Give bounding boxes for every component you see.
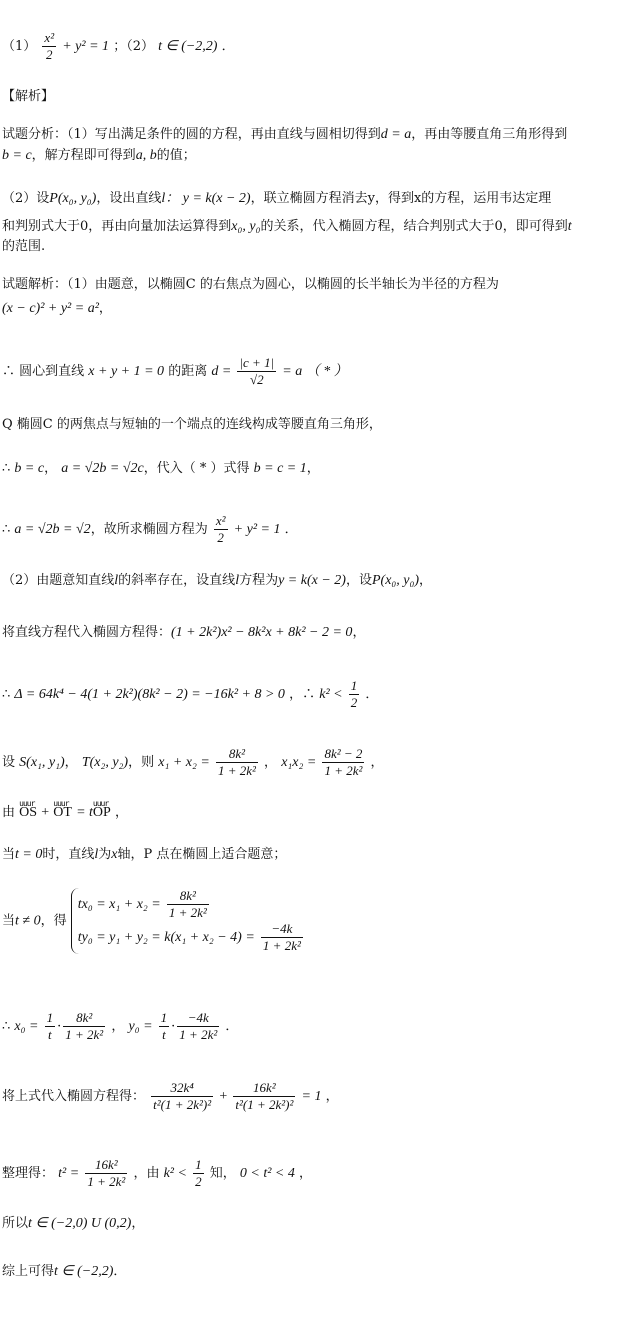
analysis-line-5: 的范围.: [2, 239, 46, 254]
solution-line-15: 将上式代入椭圆方程得： $\frac{\text{32k⁴}}{\text{t²(1 + 2k²)²}}$ + $\frac{\text{16k²}}{\text{t²(1 + 2k²)²}}$ = 1 ，: [2, 1080, 339, 1112]
answer-equation: + y² = 1: [62, 39, 110, 54]
solution-line-11: 由 uuur OS + uuur OT = tuuur OP ，: [2, 804, 128, 822]
vector-os: uuur OS: [19, 804, 37, 822]
solution-line-9: ∴ Δ = 64k⁴ − 4(1 + 2k²)(8k² − 2) = −16k² + 8 > 0 ，∴ k² < $\frac{1}{2}$ ．: [2, 678, 379, 710]
solution-line-16: 整理得： t² = $\frac{\text{16k²}}{\text{1 + 2k²}}$ ，由 k² < $\frac{1}{2}$ 知， 0 < t² < 4 ，: [2, 1157, 313, 1189]
solution-line-3: ∴ 圆心到直线 x + y + 1 = 0 的距离 d = $\frac{|c + 1|}{√2}$ = a （ * ）: [2, 355, 348, 387]
answer-fraction: $\frac{\text{x²}}{2}$: [44, 30, 55, 62]
solution-line-4: Q 椭圆C 的两焦点与短轴的一个端点的连线构成等腰直角三角形，: [2, 417, 382, 432]
solution-line-18: 综上可得t ∈ (−2,2)．: [2, 1264, 127, 1279]
answer-line: （1） $\frac{\text{x²}}{2}$ + y² = 1 ；（2） t ∈ (−2,2) ．: [2, 30, 235, 62]
answer-range: t ∈ (−2,2): [158, 39, 218, 54]
analysis-line-2: b = c，解方程即可得到a, b的值；: [2, 148, 196, 163]
equation-system: tx₀ = x₁ + x₂ = $\frac{\text{8k²}}{\text{1 + 2k²}}$ ty₀ = y₁ + y₂ = k(x₁ + x₂ − 4) = $\frac{-4k}{\text{1 + 2k²}}$: [71, 888, 305, 954]
vector-op: uuur OP: [93, 804, 111, 822]
answer-label: （1）: [2, 39, 37, 54]
analysis-line-3: （2）设P(x₀, y₀)，设出直线l： y = k(x − 2)，联立椭圆方程消去y，得到x的方程，运用韦达定理: [2, 191, 552, 206]
solution-line-10: 设 S(x₁, y₁)， T(x₂, y₂)，则 x₁ + x₂ = $\frac{\text{8k²}}{\text{1 + 2k²}}$ ， x₁x₂ = $\frac{\text{8k² − 2}}{\text{1 + 2k²}}$ ，: [2, 746, 384, 778]
solution-line-14: ∴ x₀ = $\frac{1}{t}$ · $\frac{\text{8k²}}{\text{1 + 2k²}}$ ， y₀ = $\frac{1}{t}$ · $\frac{-4k}{\text{1 + 2k²}}$ ．: [2, 1010, 239, 1042]
section-title: 【解析】: [2, 89, 55, 104]
solution-line-5: ∴ b = c， a = √2b = √2c，代入（ * ）式得 b = c = 1，: [2, 461, 320, 476]
solution-line-1: 试题解析：（1）由题意，以椭圆C 的右焦点为圆心，以椭圆的长半轴长为半径的方程为: [2, 277, 499, 292]
solution-line-2: (x − c)² + y² = a²，: [2, 301, 112, 316]
solution-line-7: （2）由题意知直线l的斜率存在，设直线l方程为y = k(x − 2)，设P(x₀, y₀)，: [2, 573, 433, 588]
vector-ot: uuur OT: [53, 804, 72, 822]
answer-sep: ；（2）: [113, 39, 154, 54]
solution-line-8: 将直线方程代入椭圆方程得：(1 + 2k²)x² − 8k²x + 8k² − 2 = 0，: [2, 625, 366, 640]
solution-line-6: ∴ a = √2b = √2，故所求椭圆方程为 $\frac{\text{x²}}{2}$ + y² = 1 ．: [2, 513, 298, 545]
analysis-line-1: 试题分析：（1）写出满足条件的圆的方程，再由直线与圆相切得到d = a，再由等腰直角三角形得到: [2, 127, 568, 142]
analysis-line-4: 和判别式大于0，再由向量加法运算得到x₀, y₀的关系，代入椭圆方程，结合判别式大于0，即可得到t: [2, 219, 572, 234]
solution-line-13: 当t ≠ 0，得 tx₀ = x₁ + x₂ = $\frac{\text{8k²}}{\text{1 + 2k²}}$ ty₀ = y₁ + y₂ = k(x₁ + x₂ − 4) = $\frac{-4k}{\text{1 + 2k²}}$: [2, 888, 305, 954]
solution-line-12: 当t = 0时，直线l为x轴，P 点在椭圆上适合题意；: [2, 847, 287, 862]
solution-line-17: 所以t ∈ (−2,0) U (0,2)，: [2, 1216, 145, 1231]
